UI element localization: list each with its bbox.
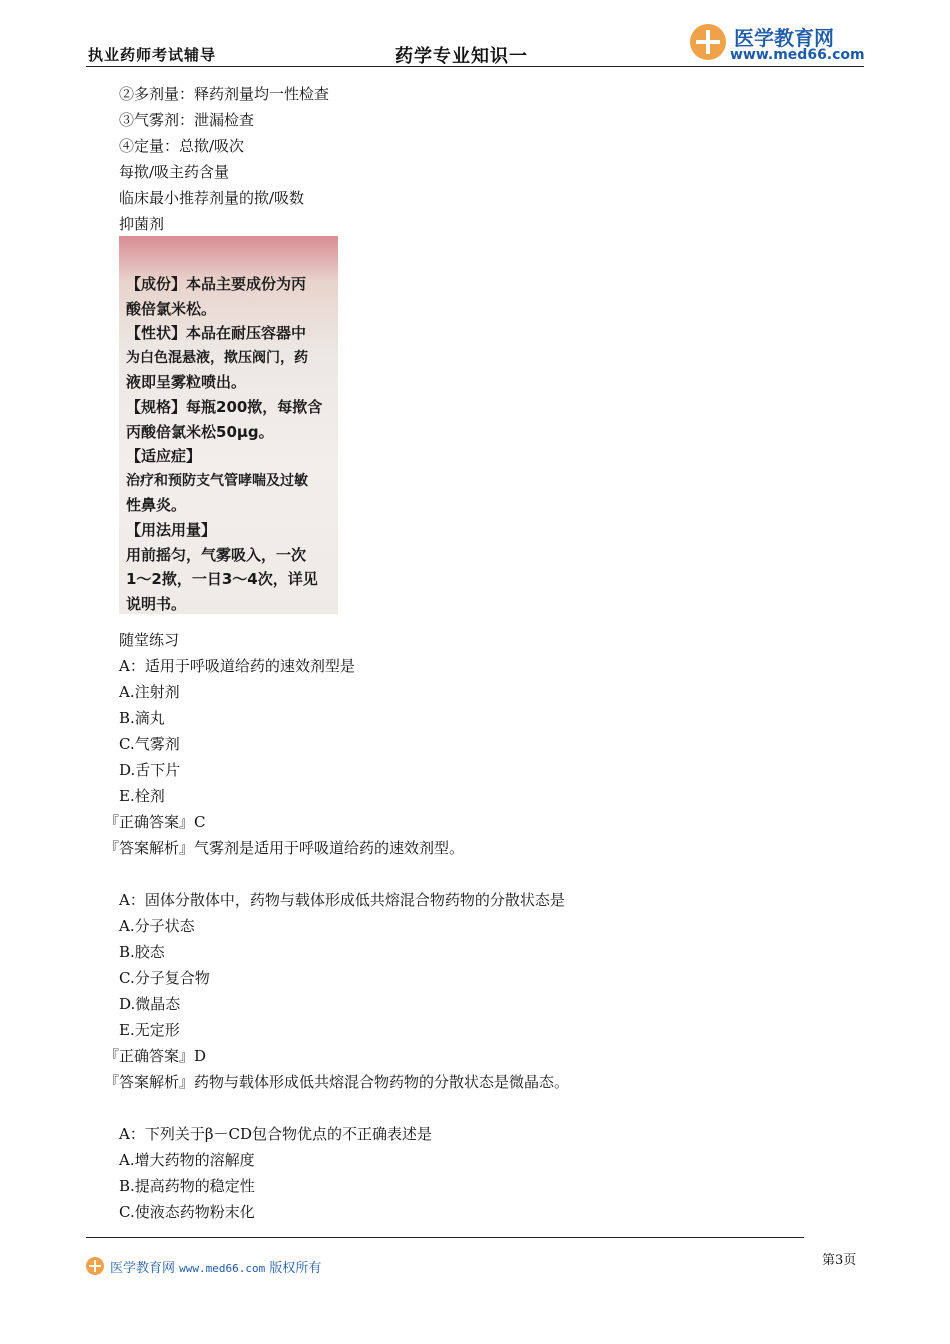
content-line: ②多剂量：释药剂量均一性检查: [119, 85, 330, 103]
drug-label-text: [126, 272, 336, 614]
question-option: A.增大药物的溶解度: [119, 1151, 255, 1169]
content-line: 抑菌剂: [119, 215, 165, 233]
question-option: C.使液态药物粉末化: [119, 1203, 255, 1221]
footer-copyright: [110, 1257, 321, 1276]
drug-label-photo: [119, 236, 338, 614]
drug-label-line: 液即呈雾粒喷出。: [126, 373, 247, 392]
content-line: 每揿/吸主药含量: [119, 163, 230, 181]
logo-url: www.med66.com: [730, 47, 865, 63]
question-option: E.无定形: [119, 1021, 180, 1039]
drug-label-line: 说明书。: [126, 594, 187, 613]
question-stem: A：下列关于β－CD包合物优点的不正确表述是: [119, 1125, 433, 1143]
question-option: C.分子复合物: [119, 969, 210, 987]
drug-label-line: 为白色混悬液，揿压阀门，药: [126, 349, 308, 366]
logo-name: 医学教育网: [734, 26, 834, 50]
question-option: B.滴丸: [119, 709, 165, 727]
footer-divider: [86, 1237, 804, 1238]
drug-label-line: 用前摇匀，气雾吸入，一次: [126, 545, 307, 564]
drug-label-line: 【用法用量】: [126, 520, 217, 539]
question-option: C.气雾剂: [119, 735, 180, 753]
drug-label-line: 【性状】本品在耐压容器中: [126, 324, 307, 343]
question-option: A.注射剂: [119, 683, 180, 701]
answer-analysis: 『答案解析』气雾剂是适用于呼吸道给药的速效剂型。: [104, 839, 465, 857]
question-option: A.分子状态: [119, 917, 195, 935]
footer-rights: 版权所有: [269, 1261, 322, 1276]
question-option: E.栓剂: [119, 787, 165, 805]
correct-answer: 『正确答案』D: [104, 1047, 207, 1065]
question-option: B.胶态: [119, 943, 165, 961]
question-option: B.提高药物的稳定性: [119, 1177, 255, 1195]
header-course-title: 执业药师考试辅导: [88, 46, 217, 64]
content-line: ③气雾剂：泄漏检查: [119, 111, 255, 129]
header-subject-title: 药学专业知识一: [395, 46, 528, 67]
header-divider: [86, 66, 864, 67]
footer-url: www.med66.com: [179, 1262, 266, 1275]
medical-cross-icon: [690, 24, 726, 60]
drug-label-line: 治疗和预防支气管哮喘及过敏: [126, 472, 308, 489]
content-line: ④定量：总揿/吸次: [119, 137, 245, 155]
question-stem: A：固体分散体中，药物与载体形成低共熔混合物药物的分散状态是: [119, 891, 565, 909]
drug-label-line: 性鼻炎。: [126, 496, 187, 515]
drug-label-line: 酸倍氯米松。: [126, 299, 217, 318]
drug-label-line: 【规格】每瓶200揿，每揿含: [126, 397, 323, 416]
drug-label-line: 【成份】本品主要成份为丙: [126, 275, 307, 293]
medical-cross-icon: [86, 1257, 104, 1275]
practice-title: 随堂练习: [119, 631, 180, 649]
question-stem: A：适用于呼吸道给药的速效剂型是: [119, 657, 355, 675]
answer-analysis: 『答案解析』药物与载体形成低共熔混合物药物的分散状态是微晶态。: [104, 1073, 570, 1091]
question-option: D.微晶态: [119, 995, 181, 1013]
page-number: 第3页: [822, 1253, 857, 1268]
drug-label-line: 丙酸倍氯米松50μg。: [126, 422, 274, 441]
correct-answer: 『正确答案』C: [104, 813, 206, 831]
drug-label-line: 【适应症】: [126, 447, 202, 466]
question-option: D.舌下片: [119, 761, 181, 779]
content-line: 临床最小推荐剂量的揿/吸数: [119, 189, 305, 207]
drug-label-line: 1～2揿，一日3～4次，详见: [126, 570, 318, 589]
footer-brand: 医学教育网: [110, 1261, 176, 1276]
site-logo: [688, 20, 868, 66]
